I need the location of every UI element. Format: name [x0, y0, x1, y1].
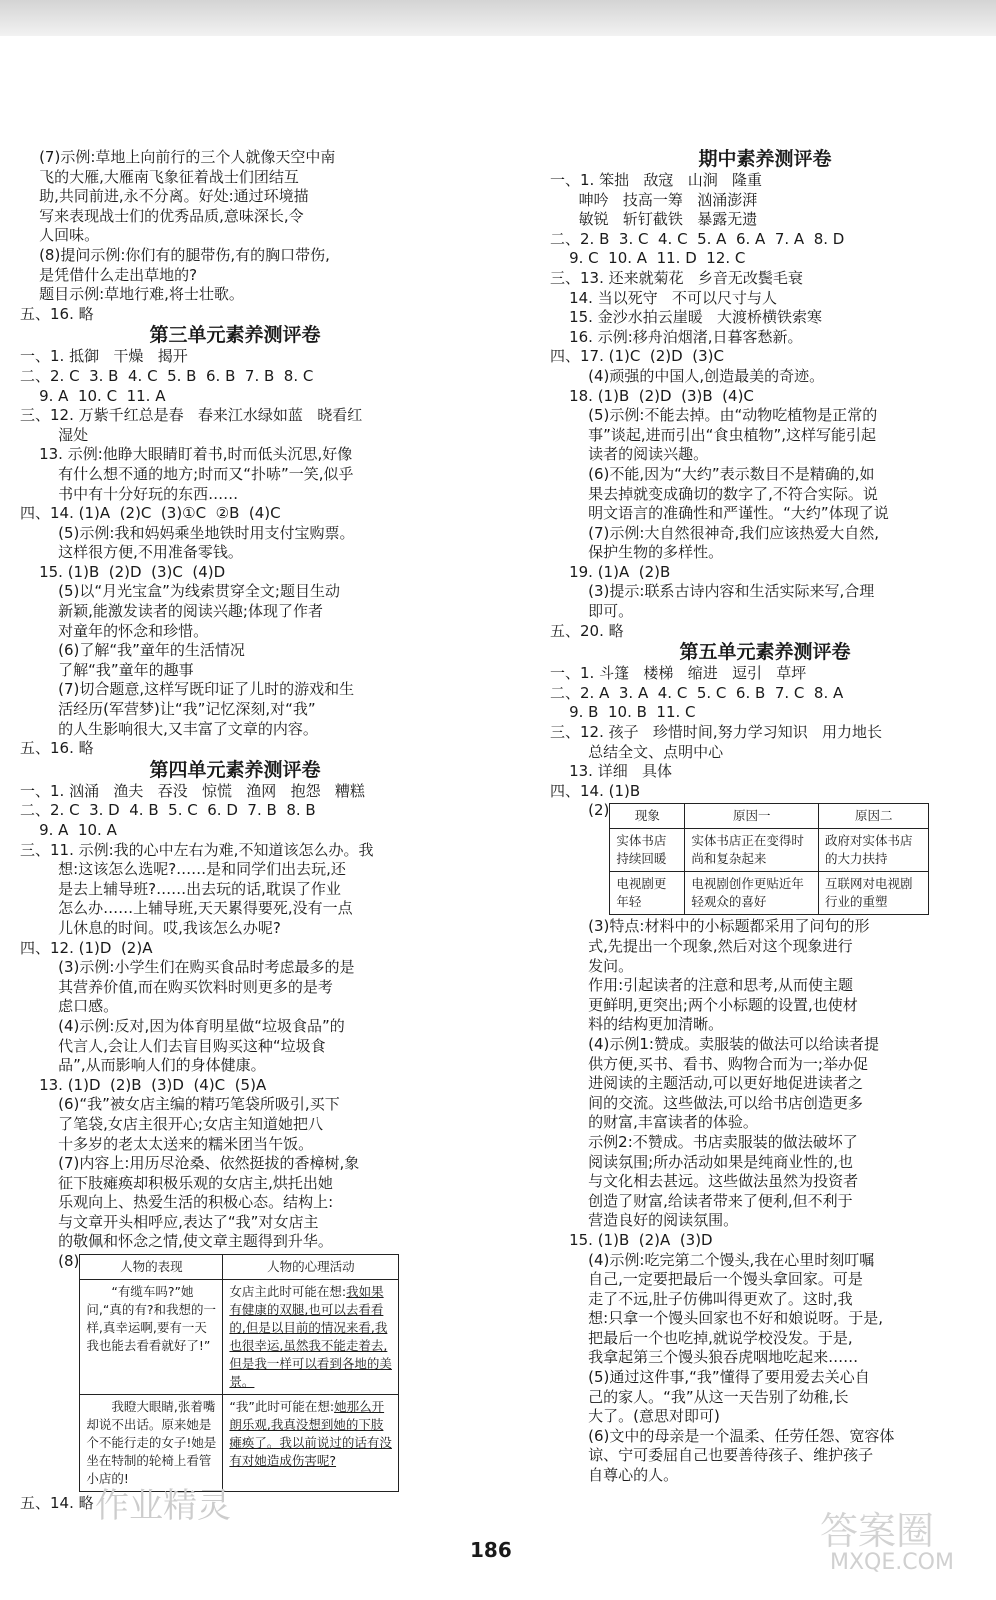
answer-line: 把最后一个也吃掉,就说学校没发。于是,: [550, 1328, 853, 1347]
answer-line: 走了不远,肚子仿佛叫得更欢了。这时,我: [550, 1289, 853, 1308]
answer-line: 保护生物的多样性。: [550, 543, 724, 562]
answer-line: 写来表现战士们的优秀品质,意味深长,令: [20, 206, 304, 225]
unit5-answers: [550, 664, 980, 801]
table-row: [610, 829, 929, 872]
answer-line: 13. 示例:他睁大眼睛盯着书,时而低头沉思,好像: [20, 445, 353, 464]
answer-line: 更鲜明,更突出;两个小标题的设置,也使材: [550, 995, 858, 1014]
answer-line: 的人生影响很大,又丰富了文章的内容。: [20, 719, 318, 738]
answer-line: 谅、宁可委屈自己也要善待孩子、维护孩子: [550, 1446, 874, 1465]
answer-line: 果去掉就变成确切的数字了,不符合实际。说: [550, 484, 878, 503]
answer-line: 这样很方便,不用准备零钱。: [20, 543, 243, 562]
answer-line: 事”谈起,进而引出“食虫植物”,这样写能引起: [550, 425, 876, 444]
table-cell: “有缆车吗?”她问,“真的有?和我想的一样,真幸运啊,要有一天我也能去看看就好了!”: [80, 1280, 223, 1395]
scan-top-edge: [0, 0, 996, 36]
table-header: 原因一: [685, 804, 819, 829]
answer-line: (7)切合题意,这样写既印证了儿时的游戏和生: [20, 680, 355, 699]
table-header: 现象: [610, 804, 685, 829]
table-header: 人物的表现: [80, 1255, 223, 1280]
answer-line: 13. 详细 具体: [550, 762, 672, 781]
answer-line: (3)示例:小学生们在购买食品时考虑最多的是: [20, 958, 355, 977]
answer-line: 十多岁的老太太送来的糯米团当午饭。: [20, 1134, 314, 1153]
answer-line: 想:这该怎么选呢?……是和同学们出去玩,还: [20, 860, 346, 879]
answer-line: 自己,一定要把最后一个馒头拿回家。可是: [550, 1270, 863, 1289]
answer-line: 三、13. 还来就菊花 乡音无改鬓毛衰: [550, 268, 803, 287]
answer-line: 儿休息的时间。哎,我该怎么办呢?: [20, 918, 281, 937]
answer-line: (4)顽强的中国人,创造最美的奇迹。: [550, 366, 825, 385]
answer-line: 征下肢瘫痪却积极乐观的女店主,烘托出她: [20, 1173, 333, 1192]
midterm-answers: [550, 171, 980, 641]
answer-line: (4)示例:反对,因为体育明星做“垃圾食品”的: [20, 1016, 345, 1035]
answer-line: 人回味。: [20, 226, 100, 245]
answer-line: 了笔袋,女店主很开心;女店主知道她把八: [20, 1114, 323, 1133]
answer-line: 四、14. (1)A (2)C (3)①C ②B (4)C: [20, 504, 281, 523]
answer-line: 四、14. (1)B: [550, 781, 641, 800]
answer-line: 9. A 10. A: [20, 821, 117, 839]
answer-line: 乐观向上、热爱生活的积极心态。结构上:: [20, 1193, 334, 1212]
answer-line: 对童年的怀念和珍惜。: [20, 621, 209, 640]
answer-line: 大了。(意思对即可): [550, 1407, 720, 1426]
answer-line: 怎么办……上辅导班,天天累得要死,没有一点: [20, 899, 353, 918]
answer-line: (3)提示:联系古诗内容和生活实际来写,合理: [550, 582, 875, 601]
answer-line: (5)示例:不能去掉。由“动物吃植物是正常的: [550, 406, 878, 425]
answer-line: 五、16. 略: [20, 739, 94, 758]
answer-line: 虑口感。: [20, 997, 119, 1016]
unit3-title: 第三单元素养测评卷: [149, 324, 321, 347]
unit4-answers-end: [20, 1494, 450, 1514]
answer-line: 是凭借什么走出草地的?: [20, 265, 198, 284]
answer-line: 了解“我”童年的趣事: [20, 660, 194, 679]
answer-line: 14. 当以死守 不可以尺寸与人: [550, 288, 778, 307]
table-row: [610, 872, 929, 915]
table-cell: [223, 1395, 399, 1492]
answer-line: 总结全文、点明中心: [550, 742, 724, 761]
answer-line: 9. A 10. C 11. A: [20, 386, 166, 405]
midterm-title: 期中素养测评卷: [698, 148, 832, 170]
answer-line: 18. (1)B (2)D (3)B (4)C: [550, 386, 754, 405]
answer-line: 想:只拿一个馒头回家也不好和娘说呀。于是,: [550, 1309, 883, 1328]
answer-line: 五、14. 略: [20, 1494, 94, 1513]
answer-line: 题目示例:草地行难,将士壮歌。: [20, 285, 244, 304]
answer-line: (5)以“月光宝盒”为线索贯穿全文;题目生动: [20, 582, 340, 601]
watermark-site: MXQE.COM: [830, 1550, 954, 1575]
answer-line: (7)内容上:用历尽沧桑、依然挺拔的香樟树,象: [20, 1154, 360, 1173]
table-cell: 电视剧更年轻: [610, 872, 685, 915]
answer-line: 新颖,能激发读者的阅读兴趣;体现了作者: [20, 602, 323, 621]
answer-line: 15. (1)B (2)D (3)C (4)D: [20, 562, 226, 581]
q13-8-label: (8): [20, 1252, 80, 1271]
unit4-title: 第四单元素养测评卷: [149, 758, 321, 781]
answer-line: 一、1. 抵御 干燥 揭开: [20, 347, 188, 366]
answer-line: (5)示例:我和妈妈乘坐地铁时用支付宝购票。: [20, 523, 355, 542]
q14-2-label: (2): [550, 801, 610, 820]
answer-line: 敏锐 斩钉截铁 暴露无遗: [550, 210, 758, 229]
q14-2-block: [550, 801, 980, 917]
answer-line: 二、2. C 3. B 4. C 5. B 6. B 7. B 8. C: [20, 366, 314, 385]
answer-line: 我拿起第三个馒头狼吞虎咽地吃起来……: [550, 1348, 859, 1367]
answer-line: 19. (1)A (2)B: [550, 562, 671, 581]
answer-line: 品”,从而影响人们的身体健康。: [20, 1056, 266, 1075]
table-row: [80, 1395, 399, 1492]
character-analysis-table: [79, 1254, 399, 1492]
answer-line: 代言人,会让人们去盲目购买这种“垃圾食: [20, 1036, 326, 1055]
answer-line: (8)提问示例:你们有的腿带伤,有的胸口带伤,: [20, 245, 330, 264]
answer-line: 书中有十分好玩的东西……: [20, 484, 239, 503]
answer-line: 进阅读的主题活动,可以更好地促进读者之: [550, 1074, 863, 1093]
answer-line: 三、11. 示例:我的心中左右为难,不知道该怎么办。我: [20, 840, 374, 859]
table-cell: 互联网对电视剧行业的重塑: [818, 872, 928, 915]
answer-line: (5)通过这件事,“我”懂得了要用爱去关心自: [550, 1368, 870, 1387]
right-column: [550, 148, 980, 1486]
answer-line: 己的家人。“我”从这一天告别了幼稚,长: [550, 1387, 849, 1406]
answer-line: 有什么想不通的地方;时而又“扑哧”一笑,似乎: [20, 464, 354, 483]
unit5-answers-cont: [550, 917, 980, 1485]
answer-line: 料的结构更加清晰。: [550, 1015, 724, 1034]
answer-line: 湿处: [20, 425, 89, 444]
answer-line: 供方便,买书、看书、购物合而为一;举办促: [550, 1054, 868, 1073]
table-cell: 政府对实体书店的大力扶持: [818, 829, 928, 872]
unit5-title: 第五单元素养测评卷: [679, 641, 851, 664]
answer-line: 二、2. C 3. D 4. B 5. C 6. D 7. B 8. B: [20, 801, 316, 820]
answer-line: 的敬佩和怀念之情,使文章主题得到升华。: [20, 1232, 333, 1251]
answer-line: (6)文中的母亲是一个温柔、任劳任怨、宽容体: [550, 1426, 895, 1445]
answer-line: 15. (1)B (2)A (3)D: [550, 1230, 713, 1249]
q13-8-block: [20, 1252, 450, 1494]
table-cell: 实体书店持续回暖: [610, 829, 685, 872]
answer-line: 即可。: [550, 602, 634, 621]
answer-line: 五、16. 略: [20, 304, 94, 323]
answer-line: (6)“我”被女店主编的精巧笔袋所吸引,买下: [20, 1095, 340, 1114]
cell-underlined: 她那么开朗乐观,我真没想到她的下肢瘫痪了。我以前说过的话有没有对她造成伤害呢?: [229, 1399, 392, 1469]
answer-line: 三、12. 万紫千红总是春 春来江水绿如蓝 晓看红: [20, 406, 363, 425]
cell-lead: “我”此时可能在想:: [229, 1399, 335, 1415]
answer-line: 二、2. A 3. A 4. C 5. C 6. B 7. C 8. A: [550, 683, 844, 702]
watermark-right: 答案圈: [820, 1509, 935, 1553]
unit3-answers: [20, 347, 450, 758]
answer-line: (4)示例1:赞成。卖服装的做法可以给读者提: [550, 1034, 879, 1053]
left-column: [20, 148, 450, 1514]
answer-line: 五、20. 略: [550, 621, 624, 640]
answer-line: 的财富,丰富读者的体验。: [550, 1113, 758, 1132]
answer-line: (7)示例:草地上向前行的三个人就像天空中南: [20, 148, 336, 166]
answer-line: 与文化相去甚远。这些做法虽然为投资者: [550, 1172, 859, 1191]
answer-line: 四、17. (1)C (2)D (3)C: [550, 347, 724, 366]
answer-line: (7)示例:大自然很神奇,我们应该热爱大自然,: [550, 523, 879, 542]
answer-line: 与文章开头相呼应,表达了“我”对女店主: [20, 1212, 319, 1231]
answer-line: 发问。: [550, 956, 634, 975]
answer-line: 一、1. 笨拙 敌寇 山涧 隆重: [550, 171, 762, 189]
answer-line: 是去上辅导班?……出去玩的话,耽误了作业: [20, 879, 341, 898]
table-cell: 电视剧创作更贴近年轻观众的喜好: [685, 872, 819, 915]
page-number: 186: [470, 1538, 512, 1562]
unit2-answers-tail: [20, 148, 450, 324]
cell-lead: 女店主此时可能在想:: [229, 1284, 347, 1300]
answer-line: 助,共同前进,永不分离。好处:通过环境描: [20, 187, 309, 206]
answer-line: 四、12. (1)D (2)A: [20, 938, 153, 957]
answer-line: 间的交流。这些做法,可以给书店创造更多: [550, 1093, 863, 1112]
answer-line: 自尊心的人。: [550, 1466, 679, 1485]
unit4-answers: [20, 782, 450, 1252]
answer-line: 二、2. B 3. C 4. C 5. A 6. A 7. A 8. D: [550, 229, 845, 248]
answer-line: 式,先提出一个现象,然后对这个现象进行: [550, 937, 853, 955]
answer-line: 作用:引起读者的注意和思考,从而使主题: [550, 976, 853, 995]
answer-line: 创造了财富,给读者带来了便利,但不利于: [550, 1191, 853, 1210]
answer-line: 16. 示例:移舟泊烟渚,日暮客愁新。: [550, 327, 803, 346]
answer-line: (6)不能,因为“大约”表示数目不是精确的,如: [550, 464, 875, 483]
cell-underlined: 我如果有健康的双腿,也可以去看看的,但是以目前的情况来看,我也很幸运,虽然我不能走着去,但是我一样可以看到各地的美景。: [229, 1284, 392, 1390]
answer-line: (4)示例:吃完第二个馒头,我在心里时刻叮嘱: [550, 1250, 875, 1269]
table-cell: 实体书店正在变得时尚和复杂起来: [685, 829, 819, 872]
answer-line: 示例2:不赞成。书店卖服装的做法破坏了: [550, 1132, 858, 1151]
answer-line: 活经历(军营梦)让“我”记忆深刻,对“我”: [20, 700, 316, 719]
table-cell: [223, 1280, 399, 1395]
table-header: 原因二: [818, 804, 928, 829]
answer-line: 明文语言的准确性和严谨性。“大约”体现了说: [550, 504, 889, 523]
answer-line: 一、1. 斗篷 楼梯 缩进 逗引 草坪: [550, 664, 807, 683]
answer-line: 三、12. 孩子 珍惜时间,努力学习知识 用力地长: [550, 723, 883, 742]
answer-line: 其营养价值,而在购买饮料时则更多的是考: [20, 977, 333, 996]
phenomenon-cause-table: [609, 803, 929, 915]
answer-line: 飞的大雁,大雁南飞象征着战士们团结互: [20, 167, 299, 186]
answer-line: (3)特点:材料中的小标题都采用了问句的形: [550, 917, 870, 936]
answer-line: (6)了解“我”童年的生活情况: [20, 641, 245, 660]
answer-line: 15. 金沙水拍云崖暖 大渡桥横铁索寒: [550, 308, 823, 327]
answer-line: 阅读氛围;所办活动如果是纯商业性的,也: [550, 1152, 853, 1171]
table-header: 人物的心理活动: [223, 1255, 399, 1280]
answer-line: 13. (1)D (2)B (3)D (4)C (5)A: [20, 1075, 267, 1094]
answer-line: 一、1. 汹涌 渔夫 吞没 惊慌 渔网 抱怨 糟糕: [20, 781, 365, 800]
table-cell: 我瞪大眼睛,张着嘴却说不出话。原来她是个不能行走的女子!她是坐在特制的轮椅上看管小店的!: [80, 1395, 223, 1492]
watermark-left: 作业精灵: [95, 1486, 231, 1526]
answer-line: 读者的阅读兴趣。: [550, 445, 709, 464]
answer-line: 营造良好的阅读氛围。: [550, 1211, 739, 1230]
answer-line: 9. C 10. A 11. D 12. C: [550, 249, 746, 268]
answer-line: 呻吟 技高一筹 汹涌澎湃: [550, 190, 758, 209]
table-row: [80, 1280, 399, 1395]
answer-line: 9. B 10. B 11. C: [550, 703, 696, 722]
